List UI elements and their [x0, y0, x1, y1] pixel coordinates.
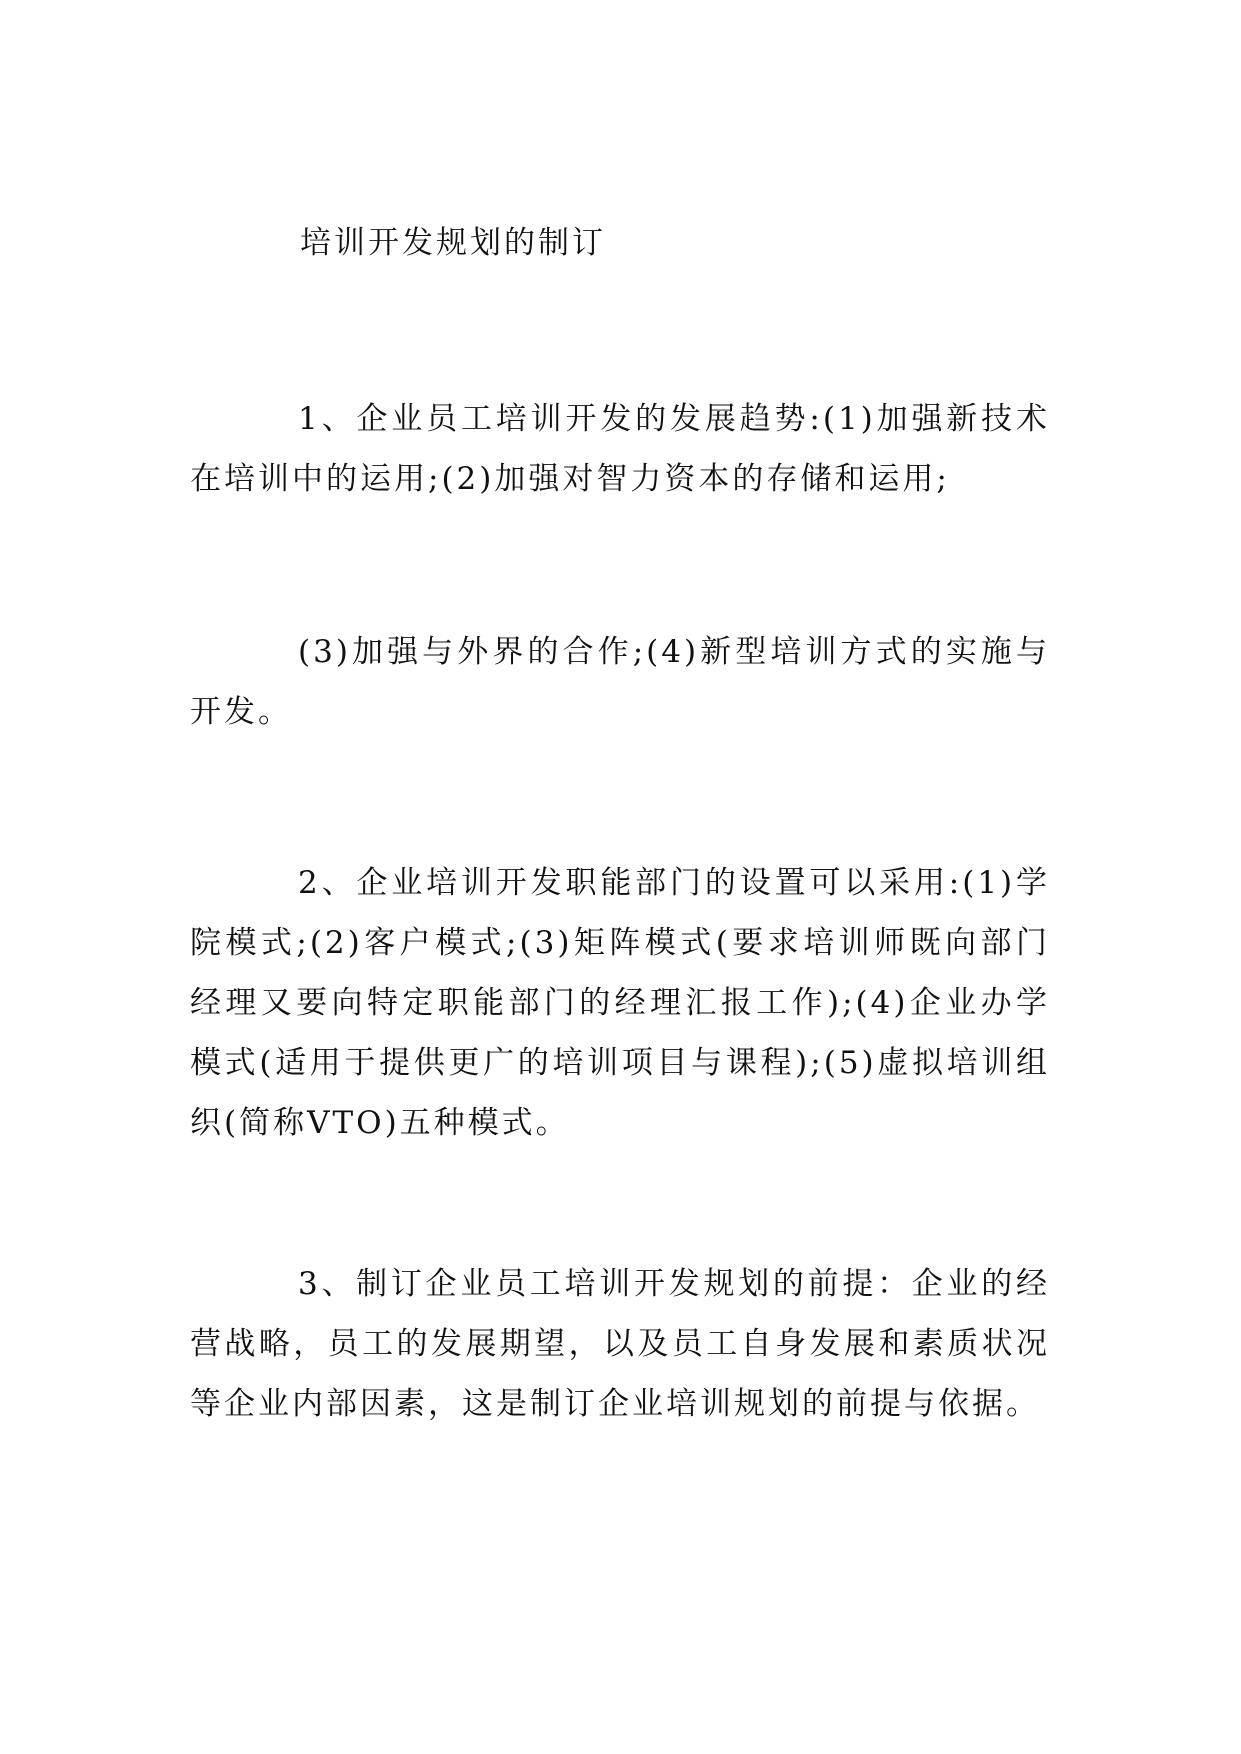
paragraph-planning-prerequisites: 3、制订企业员工培训开发规划的前提：企业的经营战略，员工的发展期望，以及员工自身发展和素质状况等企业内部因素，这是制订企业培训规划的前提与依据。 — [190, 1266, 1050, 1422]
document-title: 培训开发规划的制订 — [300, 225, 606, 261]
paragraph-training-trends: 1、企业员工培训开发的发展趋势:(1)加强新技术在培训中的运用;(2)加强对智力资本的存储和运用; — [190, 401, 1050, 497]
paragraph-training-trends-continued: (3)加强与外界的合作;(4)新型培训方式的实施与开发。 — [190, 634, 1050, 730]
paragraph-department-models: 2、企业培训开发职能部门的设置可以采用:(1)学院模式;(2)客户模式;(3)矩阵模式(要求培训师既向部门经理又要向特定职能部门的经理汇报工作);(4)企业办学模式(适用于提供更广的培训项目与课程);(5)虚拟培训组织(简称VTO)五种模式。 — [190, 865, 1050, 1141]
